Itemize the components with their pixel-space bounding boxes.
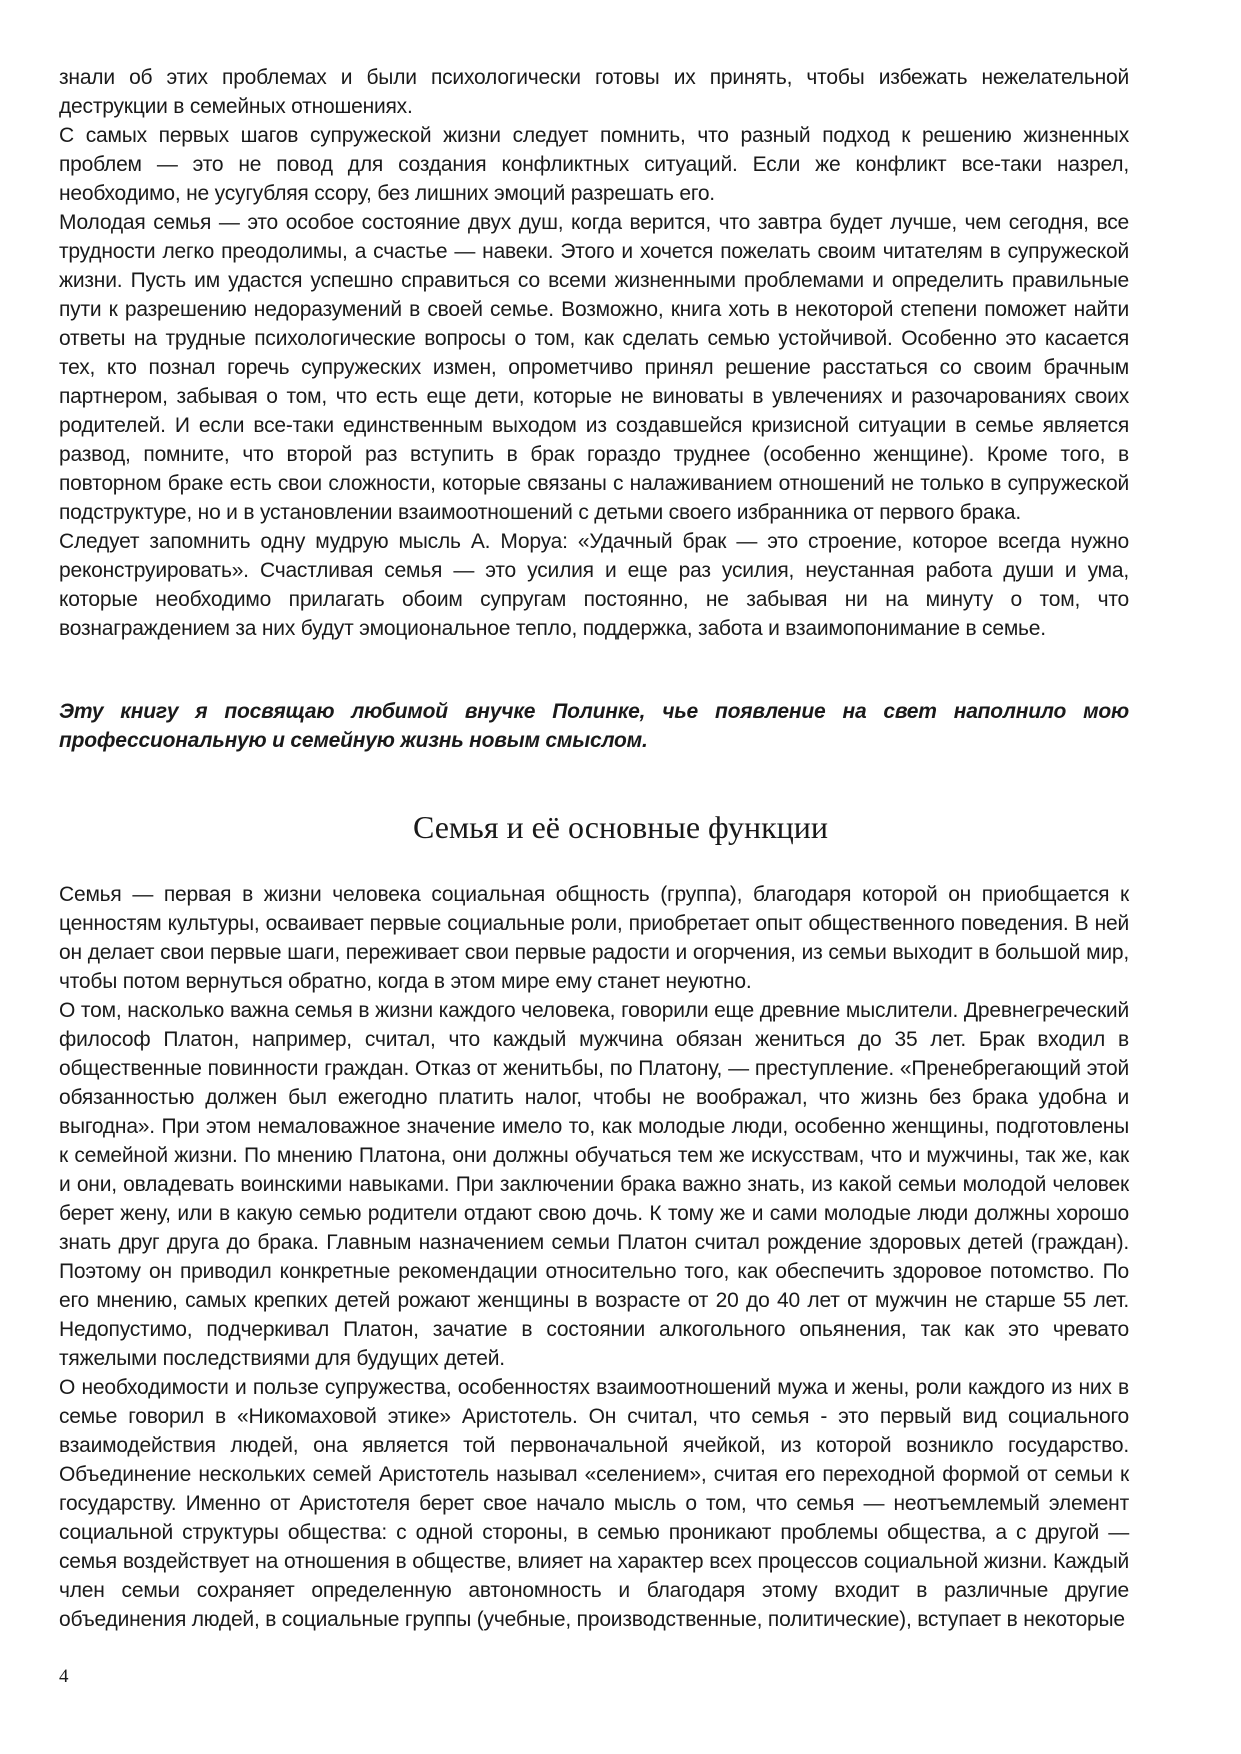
page-number: 4: [59, 1666, 69, 1687]
paragraph: Следует запомнить одну мудрую мысль А. Моруа: «Удачный брак — это строение, которое всегда нужно реконструировать». Счастливая семья — это усилия и еще раз усилия, неустанная работа души и ума, которые необходимо прилагать обоим супругам постоянно, не забывая ни на минуту о том, что вознаграждением за них будут эмоциональное тепло, поддержка, забота и взаимопонимание в семье.: [59, 530, 1129, 640]
section-text-block: [59, 880, 1129, 1634]
intro-text-block: [59, 63, 1129, 643]
paragraph: знали об этих проблемах и были психологически готовы их принять, чтобы избежать нежелательной деструкции в семейных отношениях.: [59, 66, 1129, 118]
paragraph: Молодая семья — это особое состояние двух душ, когда верится, что завтра будет лучше, чем сегодня, все трудности легко преодолимы, а счастье — навеки. Этого и хочется пожелать своим читателям в супружеской жизни. Пусть им удастся успешно справиться со всеми жизненными проблемами и определить правильные пути к разрешению недоразумений в своей семье. Возможно, книга хоть в некоторой степени поможет найти ответы на трудные психологические вопросы о том, как сделать семью устойчивой. Особенно это касается тех, кто познал горечь супружеских измен, опрометчиво принял решение расстаться со своим брачным партнером, забывая о том, что есть еще дети, которые не виноваты в увлечениях и разочарованиях своих родителей. И если все-таки единственным выходом из создавшейся кризисной ситуации в семье является развод, помните, что второй раз вступить в брак гораздо труднее (особенно женщине). Кроме того, в повторном браке есть свои сложности, которые связаны с налаживанием отношений не только в супружеской подструктуре, но и в установлении взаимоотношений с детьми своего избранника от первого брака.: [59, 211, 1129, 524]
dedication-text: Эту книгу я посвящаю любимой внучке Полинке, чье появление на свет наполнило мою профессиональную и семейную жизнь новым смыслом.: [59, 700, 1129, 752]
paragraph: С самых первых шагов супружеской жизни следует помнить, что разный подход к решению жизненных проблем — это не повод для создания конфликтных ситуаций. Если же конфликт все-таки назрел, необходимо, не усугубляя ссору, без лишних эмоций разрешать его.: [59, 124, 1129, 205]
paragraph: О необходимости и пользе супружества, особенностях взаимоотношений мужа и жены, роли каждого из них в семье говорил в «Никомаховой этике» Аристотель. Он считал, что семья - это первый вид социального взаимодействия людей, она является той первоначальной ячейкой, из которой возникло государство. Объединение нескольких семей Аристотель называл «селением», считая его переходной формой от семьи к государству. Именно от Аристотеля берет свое начало мысль о том, что семья — неотъемлемый элемент социальной структуры общества: с одной стороны, в семью проникают проблемы общества, а с другой — семья воздействует на отношения в обществе, влияет на характер всех процессов социальной жизни. Каждый член семьи сохраняет определенную автономность и благодаря этому входит в различные другие объединения людей, в социальные группы (учебные, производственные, политические), вступает в некоторые: [59, 1376, 1129, 1631]
section-title: Семья и её основные функции: [412, 809, 829, 845]
paragraph: О том, насколько важна семья в жизни каждого человека, говорили еще древние мыслители. Древнегреческий философ Платон, например, считал, что каждый мужчина обязан жениться до 35 лет. Брак входил в общественные повинности граждан. Отказ от женитьбы, по Платону, — преступление. «Пренебрегающий этой обязанностью должен был ежегодно платить налог, чтобы не воображал, что жизнь без брака удобна и выгодна». При этом немаловажное значение имело то, как молодые люди, особенно женщины, подготовлены к семейной жизни. По мнению Платона, они должны обучаться тем же искусствам, что и мужчины, так же, как и они, овладевать воинскими навыками. При заключении брака важно знать, из какой семьи молодой человек берет жену, или в какую семью родители отдают свою дочь. К тому же и сами молодые люди должны хорошо знать друг друга до брака. Главным назначением семьи Платон считал рождение здоровых детей (граждан). Поэтому он приводил конкретные рекомендации относительно того, как обеспечить здоровое потомство. По его мнению, самых крепких детей рожают женщины в возрасте от 20 до 40 лет от мужчин не старше 55 лет. Недопустимо, подчеркивал Платон, зачатие в состоянии алкогольного опьянения, так как это чревато тяжелыми последствиями для будущих детей.: [59, 999, 1129, 1370]
paragraph: Семья — первая в жизни человека социальная общность (группа), благодаря которой он приобщается к ценностям культуры, осваивает первые социальные роли, приобретает опыт общественного поведения. В ней он делает свои первые шаги, переживает свои первые радости и огорчения, из семьи выходит в большой мир, чтобы потом вернуться обратно, когда в этом мире ему станет неуютно.: [59, 883, 1129, 993]
dedication-block: [59, 697, 1129, 755]
